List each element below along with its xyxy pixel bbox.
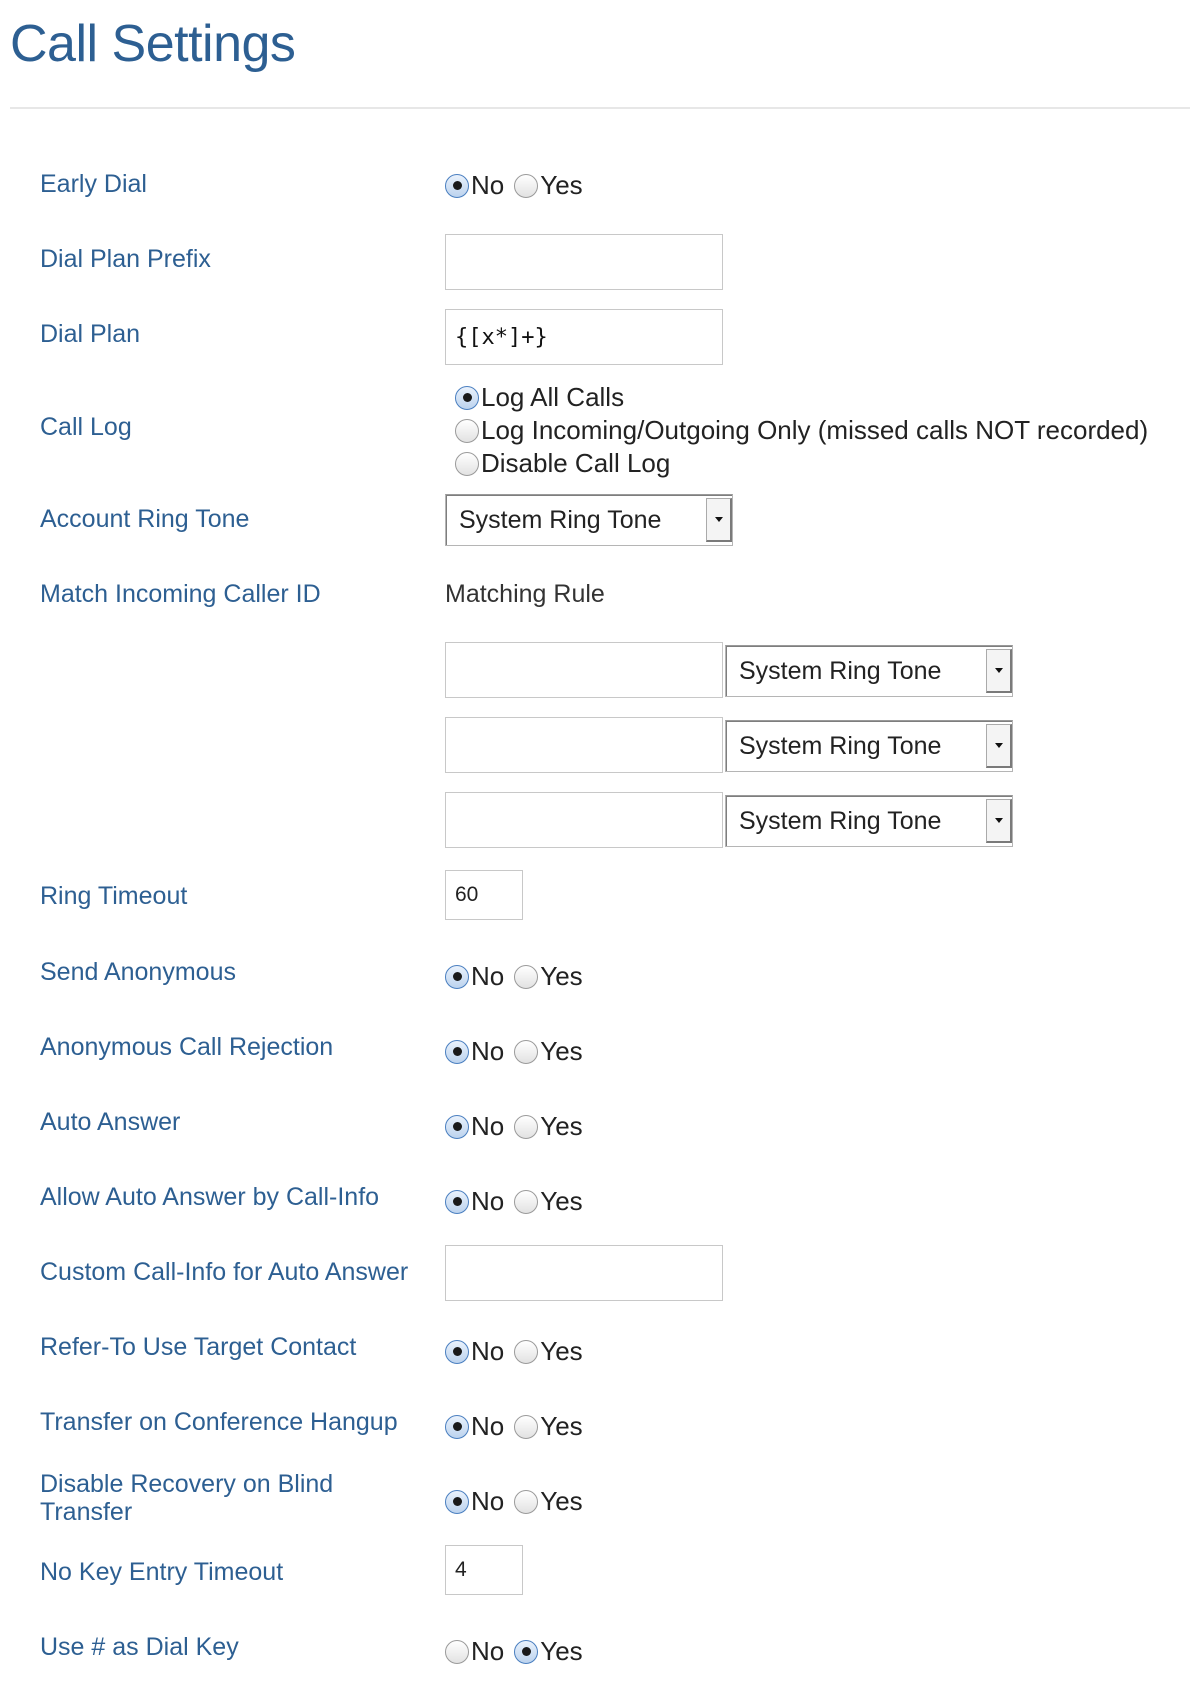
refer-to-target-contact-label: Refer-To Use Target Contact: [40, 1333, 357, 1361]
auto-answer-yes-radio[interactable]: [514, 1115, 538, 1139]
dial-plan-prefix-input[interactable]: [445, 234, 723, 290]
ring-timeout-input[interactable]: 60: [445, 870, 523, 920]
use-hash-dial-key-no-radio[interactable]: [445, 1640, 469, 1664]
matching-rule-2-input[interactable]: [445, 717, 723, 773]
disable-recovery-label-line1: Disable Recovery on Blind: [40, 1470, 334, 1498]
match-incoming-caller-id-label: Match Incoming Caller ID: [40, 580, 321, 608]
page-title: Call Settings: [10, 15, 296, 73]
matching-rule-2-ring-tone-select[interactable]: [725, 720, 1013, 772]
use-hash-dial-key-yes-label[interactable]: Yes: [540, 1636, 583, 1666]
account-ring-tone-label: Account Ring Tone: [40, 505, 250, 533]
allow-auto-answer-call-info-no-label[interactable]: No: [471, 1186, 505, 1216]
use-hash-dial-key-no-label[interactable]: No: [471, 1636, 505, 1666]
allow-auto-answer-call-info-yes-label[interactable]: Yes: [540, 1186, 583, 1216]
allow-auto-answer-call-info-radio-group: [445, 1186, 593, 1217]
custom-call-info-label: Custom Call-Info for Auto Answer: [40, 1258, 409, 1286]
auto-answer-no-radio[interactable]: [445, 1115, 469, 1139]
disable-recovery-no-label[interactable]: No: [471, 1486, 505, 1516]
matching-rule-3-dropdown-button[interactable]: [986, 799, 1012, 843]
disable-recovery-yes-label[interactable]: Yes: [540, 1486, 583, 1516]
disable-recovery-yes-radio[interactable]: [514, 1490, 538, 1514]
anonymous-call-rejection-radio-group: [445, 1036, 593, 1067]
anonymous-call-rejection-label: Anonymous Call Rejection: [40, 1033, 334, 1061]
caret-down-icon: [995, 818, 1003, 823]
refer-to-target-contact-yes-radio[interactable]: [514, 1340, 538, 1364]
no-key-entry-timeout-input[interactable]: 4: [445, 1545, 523, 1595]
matching-rule-1-dropdown-button[interactable]: [986, 649, 1012, 693]
disable-recovery-blind-transfer-radio-group: [445, 1486, 593, 1517]
matching-rule-3-input[interactable]: [445, 792, 723, 848]
no-key-entry-timeout-label: No Key Entry Timeout: [40, 1558, 284, 1586]
call-log-in-out-radio[interactable]: [455, 419, 479, 443]
call-log-label: Call Log: [40, 413, 132, 441]
matching-rule-2-ring-tone-value: System Ring Tone: [739, 731, 942, 760]
call-log-disable-label[interactable]: Disable Call Log: [481, 448, 671, 478]
caret-down-icon: [995, 743, 1003, 748]
dial-plan-prefix-label: Dial Plan Prefix: [40, 245, 211, 273]
dial-plan-label: Dial Plan: [40, 320, 141, 348]
use-hash-dial-key-yes-radio[interactable]: [514, 1640, 538, 1664]
early-dial-no-label[interactable]: No: [471, 170, 505, 200]
auto-answer-label: Auto Answer: [40, 1108, 181, 1136]
matching-rule-1-ring-tone-select[interactable]: [725, 645, 1013, 697]
early-dial-yes-label[interactable]: Yes: [540, 170, 583, 200]
use-hash-dial-key-radio-group: [445, 1636, 593, 1667]
send-anonymous-label: Send Anonymous: [40, 958, 236, 986]
transfer-on-conference-hangup-no-radio[interactable]: [445, 1415, 469, 1439]
transfer-on-conference-hangup-yes-label[interactable]: Yes: [540, 1411, 583, 1441]
matching-rule-2-dropdown-button[interactable]: [986, 724, 1012, 768]
account-ring-tone-dropdown-button[interactable]: [706, 498, 732, 542]
early-dial-yes-radio[interactable]: [514, 174, 538, 198]
allow-auto-answer-call-info-no-radio[interactable]: [445, 1190, 469, 1214]
matching-rule-1-ring-tone-value: System Ring Tone: [739, 656, 942, 685]
transfer-on-conference-hangup-yes-radio[interactable]: [514, 1415, 538, 1439]
disable-recovery-label-line2: Transfer: [40, 1498, 133, 1526]
call-log-disable-radio[interactable]: [455, 452, 479, 476]
auto-answer-no-label[interactable]: No: [471, 1111, 505, 1141]
send-anonymous-no-radio[interactable]: [445, 965, 469, 989]
account-ring-tone-value: System Ring Tone: [459, 505, 662, 534]
disable-recovery-blind-transfer-label: [40, 1470, 333, 1526]
send-anonymous-radio-group: [445, 961, 593, 992]
auto-answer-radio-group: [445, 1111, 593, 1142]
anonymous-call-rejection-no-label[interactable]: No: [471, 1036, 505, 1066]
caret-down-icon: [995, 668, 1003, 673]
early-dial-radio-group: [445, 170, 593, 201]
allow-auto-answer-call-info-label: Allow Auto Answer by Call-Info: [40, 1183, 380, 1211]
call-log-in-out-label[interactable]: Log Incoming/Outgoing Only (missed calls NOT recorded): [481, 415, 1149, 445]
dial-plan-input[interactable]: {[x*]+}: [445, 309, 723, 365]
send-anonymous-yes-label[interactable]: Yes: [540, 961, 583, 991]
caret-down-icon: [715, 517, 723, 522]
refer-to-target-contact-radio-group: [445, 1336, 593, 1367]
anonymous-call-rejection-yes-radio[interactable]: [514, 1040, 538, 1064]
early-dial-no-radio[interactable]: [445, 174, 469, 198]
disable-recovery-no-radio[interactable]: [445, 1490, 469, 1514]
call-log-all-radio[interactable]: [455, 386, 479, 410]
matching-rule-1-input[interactable]: [445, 642, 723, 698]
transfer-on-conference-hangup-radio-group: [445, 1411, 593, 1442]
auto-answer-yes-label[interactable]: Yes: [540, 1111, 583, 1141]
call-log-all-label[interactable]: Log All Calls: [481, 382, 625, 412]
anonymous-call-rejection-no-radio[interactable]: [445, 1040, 469, 1064]
account-ring-tone-select[interactable]: [445, 494, 733, 546]
matching-rule-header: Matching Rule: [445, 580, 605, 608]
title-divider: [10, 107, 1190, 109]
send-anonymous-no-label[interactable]: No: [471, 961, 505, 991]
refer-to-target-contact-no-radio[interactable]: [445, 1340, 469, 1364]
matching-rule-3-ring-tone-select[interactable]: [725, 795, 1013, 847]
refer-to-target-contact-no-label[interactable]: No: [471, 1336, 505, 1366]
allow-auto-answer-call-info-yes-radio[interactable]: [514, 1190, 538, 1214]
use-hash-dial-key-label: Use # as Dial Key: [40, 1633, 239, 1661]
transfer-on-conference-hangup-label: Transfer on Conference Hangup: [40, 1408, 398, 1436]
send-anonymous-yes-radio[interactable]: [514, 965, 538, 989]
anonymous-call-rejection-yes-label[interactable]: Yes: [540, 1036, 583, 1066]
transfer-on-conference-hangup-no-label[interactable]: No: [471, 1411, 505, 1441]
early-dial-label: Early Dial: [40, 170, 147, 198]
custom-call-info-input[interactable]: [445, 1245, 723, 1301]
matching-rule-3-ring-tone-value: System Ring Tone: [739, 806, 942, 835]
refer-to-target-contact-yes-label[interactable]: Yes: [540, 1336, 583, 1366]
ring-timeout-label: Ring Timeout: [40, 882, 188, 910]
call-log-radio-group: [455, 381, 1148, 480]
